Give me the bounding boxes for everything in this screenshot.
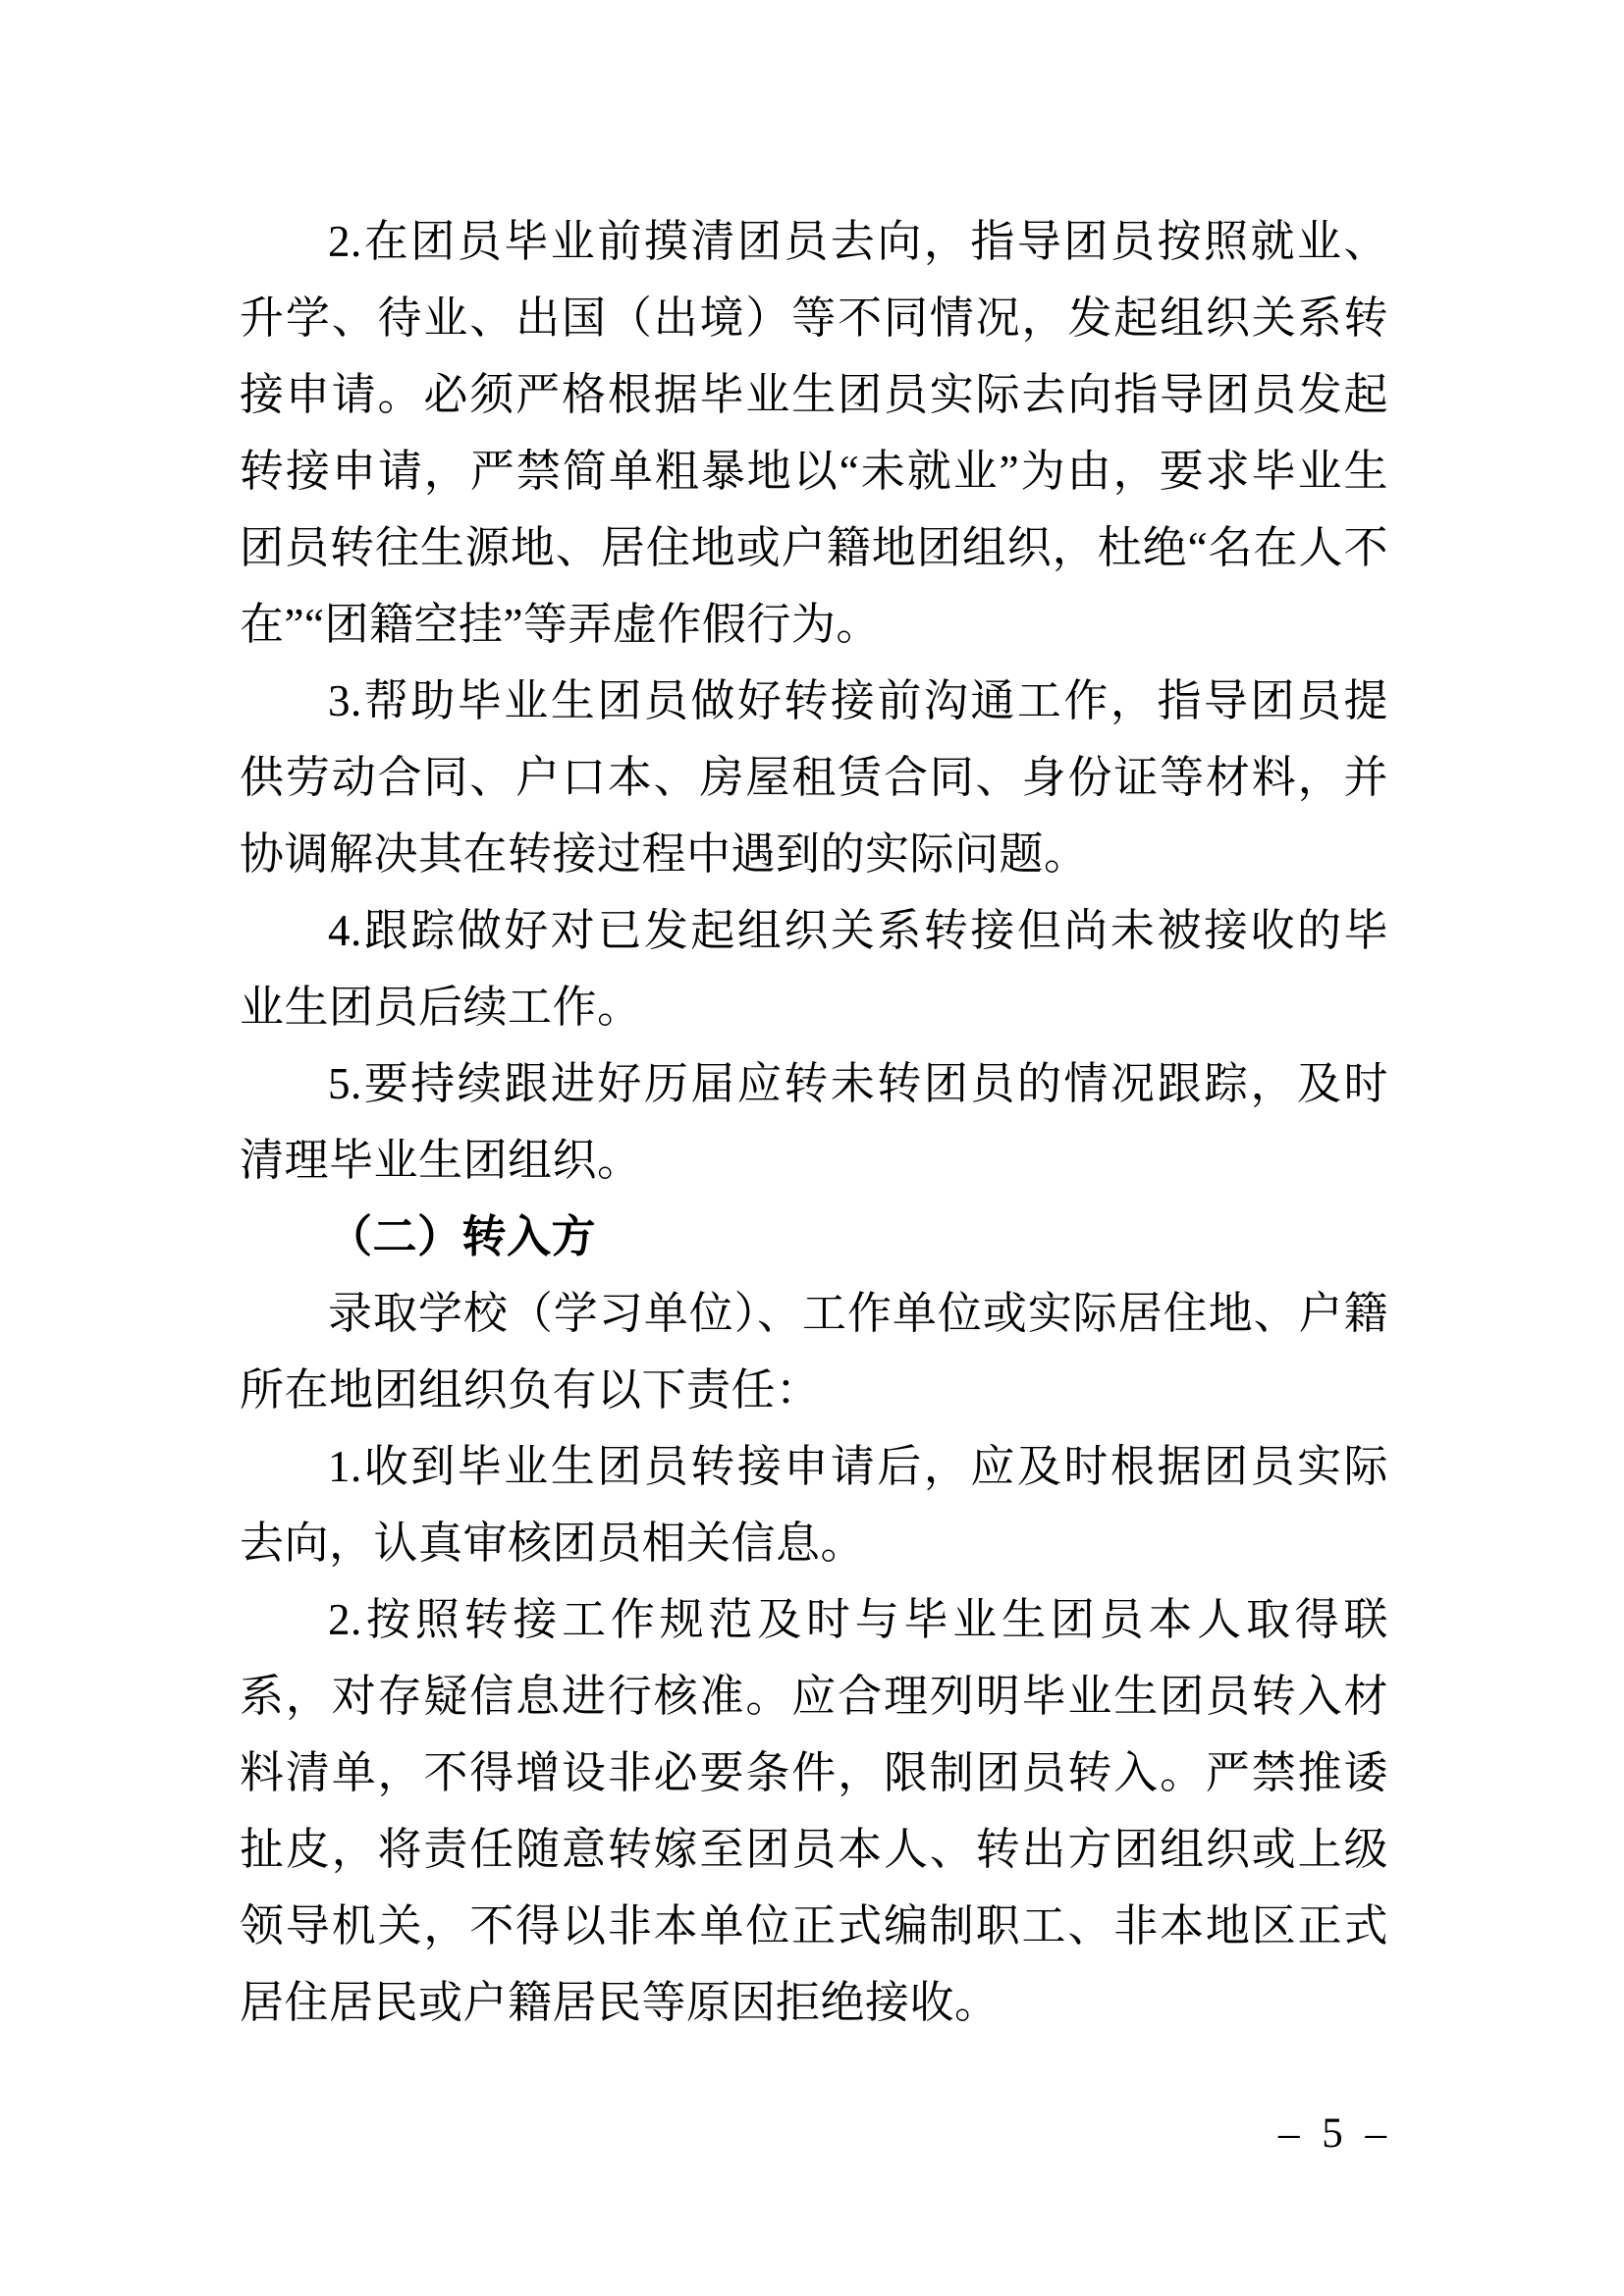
body-paragraph: 5.要持续跟进好历届应转未转团员的情况跟踪，及时清理毕业生团组织。 xyxy=(240,1059,1388,1185)
document-body xyxy=(240,203,1388,2041)
body-paragraph: 2.在团员毕业前摸清团员去向，指导团员按照就业、升学、待业、出国（出境）等不同情况，发起组织关系转接申请。必须严格根据毕业生团员实际去向指导团员发起转接申请，严禁简单粗暴地以“未就业”为由，要求毕业生团员转往生源地、居住地或户籍地团组织，杜绝“名在人不在”“团籍空挂”等弄虚作假行为。 xyxy=(240,217,1388,649)
body-paragraph: 2.按照转接工作规范及时与毕业生团员本人取得联系，对存疑信息进行核准。应合理列明毕业生团员转入材料清单，不得增设非必要条件，限制团员转入。严禁推诿扯皮，将责任随意转嫁至团员本人、转出方团组织或上级领导机关，不得以非本单位正式编制职工、非本地区正式居住居民或户籍居民等原因拒绝接收。 xyxy=(240,1595,1388,2027)
body-paragraph: 1.收到毕业生团员转接申请后，应及时根据团员实际去向，认真审核团员相关信息。 xyxy=(240,1442,1388,1568)
page-number: – 5 – xyxy=(1278,2110,1392,2157)
body-paragraph: 4.跟踪做好对已发起组织关系转接但尚未被接收的毕业生团员后续工作。 xyxy=(240,906,1388,1032)
body-paragraph: 3.帮助毕业生团员做好转接前沟通工作，指导团员提供劳动合同、户口本、房屋租赁合同、身份证等材料，并协调解决其在转接过程中遇到的实际问题。 xyxy=(240,676,1388,879)
section-heading: （二）转入方 xyxy=(328,1212,597,1261)
body-paragraph: 录取学校（学习单位）、工作单位或实际居住地、户籍所在地团组织负有以下责任： xyxy=(240,1289,1388,1415)
